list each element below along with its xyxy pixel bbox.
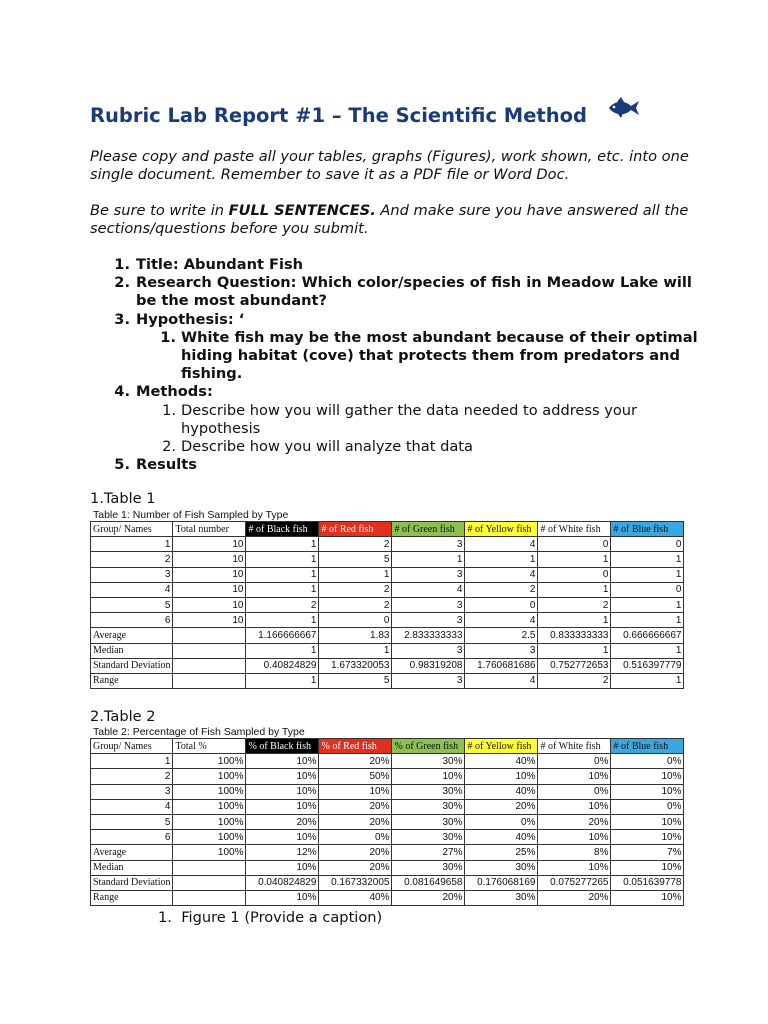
table-cell: 2: [319, 537, 392, 552]
table-cell: 0: [538, 567, 611, 582]
table-cell: 1: [91, 754, 173, 769]
table-cell: 6: [91, 613, 173, 628]
table-row: [91, 537, 684, 552]
table-cell: 3: [392, 643, 465, 658]
table-cell: 10%: [246, 754, 319, 769]
table2-label: 2.Table 2: [90, 708, 156, 725]
table-cell: 0.075277265: [538, 875, 611, 890]
table-cell: 2: [91, 552, 173, 567]
table-cell: 10: [173, 567, 246, 582]
table-cell: 30%: [465, 890, 538, 905]
page-title: Rubric Lab Report #1 – The Scientific Method: [90, 104, 587, 127]
table-cell: 20%: [392, 890, 465, 905]
table-cell: 40%: [465, 784, 538, 799]
table-cell: 0%: [538, 754, 611, 769]
table-cell: 1: [538, 643, 611, 658]
table-cell: 2.5: [465, 628, 538, 643]
table-cell: 100%: [173, 845, 246, 860]
table-header-row: [91, 739, 684, 754]
table-row: [91, 769, 684, 784]
table-cell: 2: [91, 769, 173, 784]
table-cell: 10: [173, 582, 246, 597]
instructions-paragraph: Please copy and paste all your tables, graphs (Figures), work shown, etc. into one single document. Remember to save it as a PDF file or Word Doc.: [90, 148, 689, 184]
table-cell: 4: [465, 673, 538, 688]
table-cell: 1: [392, 552, 465, 567]
outline-subitem-gather-data: 1. Describe how you will gather the data needed to address your hypothesis: [162, 401, 638, 437]
table-cell: 100%: [173, 754, 246, 769]
table-cell: 0.081649658: [392, 875, 465, 890]
table-row: [91, 830, 684, 845]
table-cell: 100%: [173, 830, 246, 845]
table-cell: 10%: [246, 799, 319, 814]
table-cell: 2: [319, 597, 392, 612]
table-cell: 6: [91, 830, 173, 845]
table-cell: 0%: [611, 754, 684, 769]
table-row: [91, 754, 684, 769]
table-row: [91, 673, 684, 688]
table-row: [91, 613, 684, 628]
table-cell: 10: [173, 597, 246, 612]
table-cell: 10%: [538, 799, 611, 814]
outline-item-hypothesis: 3. Hypothesis: ‘: [114, 310, 245, 328]
table-cell: 4: [91, 799, 173, 814]
table-cell: 0%: [611, 799, 684, 814]
table-cell: 10: [173, 537, 246, 552]
table-cell: 0.167332005: [319, 875, 392, 890]
table-cell: 20%: [319, 754, 392, 769]
table-row: [91, 628, 684, 643]
table-cell: Range: [91, 673, 173, 688]
table-cell: 3: [392, 567, 465, 582]
table-cell: 1: [611, 673, 684, 688]
table-cell: 3: [392, 673, 465, 688]
table-cell: 10%: [538, 860, 611, 875]
report-outline: [90, 256, 710, 474]
column-header: # of White fish: [538, 739, 611, 754]
table-cell: 1: [611, 597, 684, 612]
table-row: [91, 845, 684, 860]
table-cell: 20%: [538, 814, 611, 829]
table-cell: [173, 860, 246, 875]
table-cell: 5: [91, 597, 173, 612]
column-header: % of Green fish: [392, 739, 465, 754]
table-cell: 100%: [173, 784, 246, 799]
table-cell: [173, 643, 246, 658]
table-cell: 20%: [465, 799, 538, 814]
table-cell: 0.040824829: [246, 875, 319, 890]
column-header: # of Blue fish: [611, 522, 684, 537]
table-cell: 30%: [392, 784, 465, 799]
table-cell: 1: [246, 552, 319, 567]
table-cell: 1: [538, 582, 611, 597]
table-cell: 10%: [538, 769, 611, 784]
table-row: [91, 799, 684, 814]
table-row: [91, 814, 684, 829]
table-cell: 2: [319, 582, 392, 597]
table-cell: 3: [392, 597, 465, 612]
table-cell: 1: [246, 613, 319, 628]
table-cell: 0%: [319, 830, 392, 845]
table-cell: 2: [538, 673, 611, 688]
table-cell: 3: [392, 537, 465, 552]
table-cell: Median: [91, 860, 173, 875]
column-header: # of Blue fish: [611, 739, 684, 754]
table-cell: 20%: [319, 799, 392, 814]
table-cell: Standard Deviation: [91, 658, 173, 673]
table-cell: 4: [465, 613, 538, 628]
table-cell: 1: [91, 537, 173, 552]
table-cell: 10%: [611, 830, 684, 845]
column-header: % of Black fish: [246, 739, 319, 754]
table-cell: 8%: [538, 845, 611, 860]
full-sentences-emphasis: FULL SENTENCES.: [228, 202, 376, 219]
table-row: [91, 875, 684, 890]
table-cell: 10%: [246, 860, 319, 875]
table-cell: 25%: [465, 845, 538, 860]
table-cell: 1: [246, 582, 319, 597]
table-cell: 0: [611, 582, 684, 597]
table2-caption: Table 2: Percentage of Fish Sampled by Type: [93, 726, 305, 738]
table-row: [91, 658, 684, 673]
table-cell: 1: [319, 643, 392, 658]
table-cell: 10%: [611, 860, 684, 875]
table-cell: 30%: [392, 754, 465, 769]
column-header: # of Yellow fish: [465, 739, 538, 754]
table-cell: 4: [465, 537, 538, 552]
table-cell: [173, 890, 246, 905]
column-header: # of Red fish: [319, 522, 392, 537]
table-cell: 10%: [611, 890, 684, 905]
table-cell: Standard Deviation: [91, 875, 173, 890]
outline-subitem-hypothesis: 1. White fish may be the most abundant because of their optimal hiding habitat (cove) that protects them from predators and fishing.: [160, 328, 698, 383]
table-cell: 10: [173, 552, 246, 567]
figure-placeholder: 1. Figure 1 (Provide a caption): [158, 909, 383, 926]
table-cell: [173, 628, 246, 643]
table1-label: 1.Table 1: [90, 490, 156, 507]
column-header: # of Yellow fish: [465, 522, 538, 537]
table-cell: 10%: [465, 769, 538, 784]
table-cell: 0.051639778: [611, 875, 684, 890]
table-cell: 30%: [392, 799, 465, 814]
table-cell: 0.40824829: [246, 658, 319, 673]
table-cell: 100%: [173, 799, 246, 814]
table-cell: 30%: [392, 830, 465, 845]
table-cell: 0: [465, 597, 538, 612]
table-cell: 1: [246, 537, 319, 552]
table-cell: 1: [611, 552, 684, 567]
table-cell: 10%: [319, 784, 392, 799]
table-cell: 1: [465, 552, 538, 567]
table-cell: 1: [611, 613, 684, 628]
table-cell: 20%: [319, 845, 392, 860]
table-cell: 1.673320053: [319, 658, 392, 673]
column-header: # of Green fish: [392, 522, 465, 537]
table-row: [91, 552, 684, 567]
table-cell: 1.166666667: [246, 628, 319, 643]
full-sentences-paragraph: Be sure to write in FULL SENTENCES. And make sure you have answered all the sections/questions before you submit.: [90, 202, 689, 238]
table-cell: 40%: [319, 890, 392, 905]
outline-item-research-question: 2. Research Question: Which color/species of fish in Meadow Lake will be the most abundant?: [114, 274, 692, 310]
table-cell: 10%: [392, 769, 465, 784]
table-cell: 20%: [319, 814, 392, 829]
fish-count-table: [90, 521, 684, 689]
table-cell: Average: [91, 845, 173, 860]
table1-caption: Table 1: Number of Fish Sampled by Type: [93, 509, 289, 521]
table-cell: 50%: [319, 769, 392, 784]
outline-item-title: 1. Title: Abundant Fish: [114, 256, 304, 273]
table-cell: 100%: [173, 769, 246, 784]
table-cell: 10%: [611, 784, 684, 799]
outline-subitem-analyze-data: 2. Describe how you will analyze that data: [162, 438, 473, 456]
fish-percentage-table: [90, 738, 684, 906]
column-header: # of White fish: [538, 522, 611, 537]
table-row: [91, 597, 684, 612]
table-cell: 1: [246, 673, 319, 688]
table-cell: 2: [465, 582, 538, 597]
column-header: Total %: [173, 739, 246, 754]
table-cell: 10%: [611, 769, 684, 784]
table-cell: 30%: [392, 860, 465, 875]
table-cell: 1: [611, 643, 684, 658]
table-cell: 7%: [611, 845, 684, 860]
table-cell: 4: [392, 582, 465, 597]
table-cell: 1.83: [319, 628, 392, 643]
table-cell: 0%: [538, 784, 611, 799]
table-cell: 10%: [538, 830, 611, 845]
table-cell: 30%: [392, 814, 465, 829]
column-header: % of Red fish: [319, 739, 392, 754]
table-cell: 10%: [246, 769, 319, 784]
table-cell: 2: [246, 597, 319, 612]
table-cell: 10: [173, 613, 246, 628]
table-cell: 3: [465, 643, 538, 658]
table-cell: 40%: [465, 754, 538, 769]
table-cell: 1: [611, 567, 684, 582]
table-cell: [173, 658, 246, 673]
table-row: [91, 784, 684, 799]
outline-item-methods: 4. Methods:: [114, 383, 213, 401]
table-cell: 1: [319, 567, 392, 582]
table-cell: 10%: [246, 784, 319, 799]
table-cell: 0.98319208: [392, 658, 465, 673]
table-row: [91, 567, 684, 582]
table-cell: 10%: [246, 890, 319, 905]
table-cell: 27%: [392, 845, 465, 860]
table-cell: 1: [538, 613, 611, 628]
table-cell: 12%: [246, 845, 319, 860]
table-cell: [173, 875, 246, 890]
table-cell: 4: [465, 567, 538, 582]
table-cell: 1: [538, 552, 611, 567]
outline-item-results: 5. Results: [114, 456, 197, 474]
table-cell: [173, 673, 246, 688]
column-header: Group/ Names: [91, 739, 173, 754]
table-cell: Average: [91, 628, 173, 643]
table-cell: 1.760681686: [465, 658, 538, 673]
table-cell: 0.516397779: [611, 658, 684, 673]
table-cell: 30%: [465, 860, 538, 875]
table-cell: 0: [538, 537, 611, 552]
table-row: [91, 860, 684, 875]
table-cell: 5: [319, 552, 392, 567]
table-cell: 10%: [611, 814, 684, 829]
table-cell: 3: [392, 613, 465, 628]
table-cell: 0.666666667: [611, 628, 684, 643]
table-header-row: [91, 522, 684, 537]
table-cell: 0.176068169: [465, 875, 538, 890]
table-cell: 20%: [246, 814, 319, 829]
table-row: [91, 582, 684, 597]
fish-icon: [607, 97, 641, 119]
table-cell: 4: [91, 582, 173, 597]
table-cell: 3: [91, 784, 173, 799]
table-cell: 100%: [173, 814, 246, 829]
table-cell: 5: [91, 814, 173, 829]
table-cell: 0.752772653: [538, 658, 611, 673]
table-row: [91, 643, 684, 658]
column-header: # of Black fish: [246, 522, 319, 537]
table-cell: Median: [91, 643, 173, 658]
table-cell: 10%: [246, 830, 319, 845]
table-cell: 1: [246, 643, 319, 658]
table-cell: 40%: [465, 830, 538, 845]
table-cell: 2.833333333: [392, 628, 465, 643]
table-cell: 0.833333333: [538, 628, 611, 643]
table-cell: 1: [246, 567, 319, 582]
table-cell: Range: [91, 890, 173, 905]
column-header: Group/ Names: [91, 522, 173, 537]
table-cell: 20%: [319, 860, 392, 875]
table-cell: 3: [91, 567, 173, 582]
column-header: Total number: [173, 522, 246, 537]
table-cell: 0: [611, 537, 684, 552]
table-row: [91, 890, 684, 905]
table-cell: 5: [319, 673, 392, 688]
table-cell: 20%: [538, 890, 611, 905]
table-cell: 2: [538, 597, 611, 612]
table-cell: 0%: [465, 814, 538, 829]
table-cell: 0: [319, 613, 392, 628]
